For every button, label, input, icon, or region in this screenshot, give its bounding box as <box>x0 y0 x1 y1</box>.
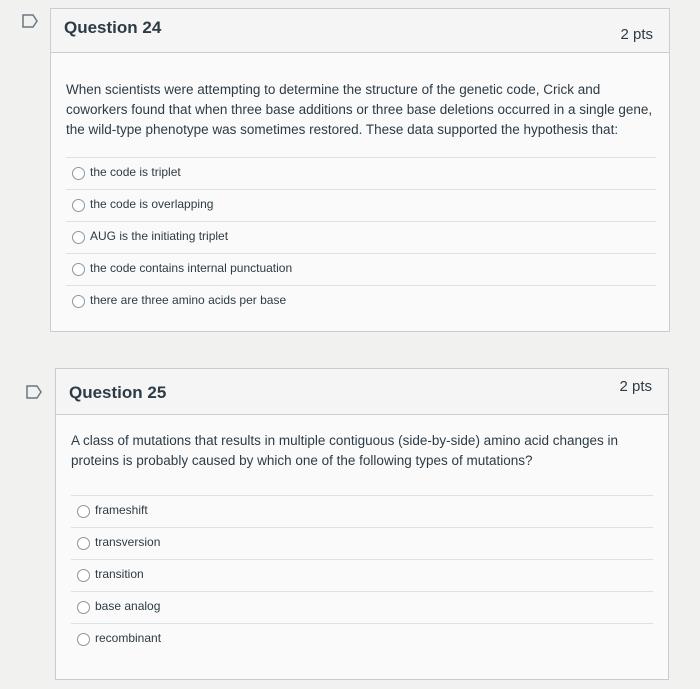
question-points: 2 pts <box>620 26 653 43</box>
flag-icon[interactable] <box>22 14 38 28</box>
answer-option[interactable] <box>66 253 656 285</box>
answer-list <box>66 157 656 317</box>
answer-option[interactable] <box>71 591 653 623</box>
question-header <box>51 9 669 53</box>
question-24 <box>50 8 670 332</box>
radio-button[interactable] <box>77 633 90 646</box>
answer-option[interactable] <box>66 157 656 189</box>
radio-button[interactable] <box>77 505 90 518</box>
radio-button[interactable] <box>72 231 85 244</box>
answer-option[interactable] <box>66 285 656 317</box>
answer-label[interactable]: the code is overlapping <box>90 197 214 211</box>
question-title: Question 24 <box>64 18 162 37</box>
radio-button[interactable] <box>72 199 85 212</box>
answer-option[interactable] <box>71 527 653 559</box>
radio-button[interactable] <box>77 569 90 582</box>
answer-label[interactable]: transition <box>95 567 144 581</box>
answer-option[interactable] <box>71 623 653 655</box>
answer-option[interactable] <box>66 189 656 221</box>
answer-label[interactable]: the code contains internal punctuation <box>90 261 293 275</box>
radio-button[interactable] <box>77 601 90 614</box>
radio-button[interactable] <box>77 537 90 550</box>
answer-label[interactable]: frameshift <box>95 503 148 517</box>
question-points: 2 pts <box>619 378 652 395</box>
answer-label[interactable]: there are three amino acids per base <box>90 293 287 307</box>
answer-label[interactable]: AUG is the initiating triplet <box>90 229 229 243</box>
flag-icon[interactable] <box>26 385 42 399</box>
question-text: A class of mutations that results in multiple contiguous (side-by-side) amino acid changes in proteins is probably caused by which one of the following types of mutations? <box>71 433 619 468</box>
answer-label[interactable]: the code is triplet <box>90 165 181 179</box>
answer-option[interactable] <box>66 221 656 253</box>
question-title: Question 25 <box>69 383 167 402</box>
answer-option[interactable] <box>71 495 653 527</box>
radio-button[interactable] <box>72 263 85 276</box>
question-text: When scientists were attempting to determine the structure of the genetic code, Crick and coworkers found that when three base additions or three base deletions occurred in a single gene, the wild-type phenotype was sometimes restored. These data supported the hypothesis that: <box>66 82 653 137</box>
answer-label[interactable]: transversion <box>95 535 161 549</box>
answer-list <box>71 495 653 655</box>
answer-option[interactable] <box>71 559 653 591</box>
radio-button[interactable] <box>72 295 85 308</box>
answer-label[interactable]: base analog <box>95 599 161 613</box>
question-25 <box>55 368 669 680</box>
question-header <box>56 369 668 415</box>
radio-button[interactable] <box>72 167 85 180</box>
answer-label[interactable]: recombinant <box>95 631 162 645</box>
